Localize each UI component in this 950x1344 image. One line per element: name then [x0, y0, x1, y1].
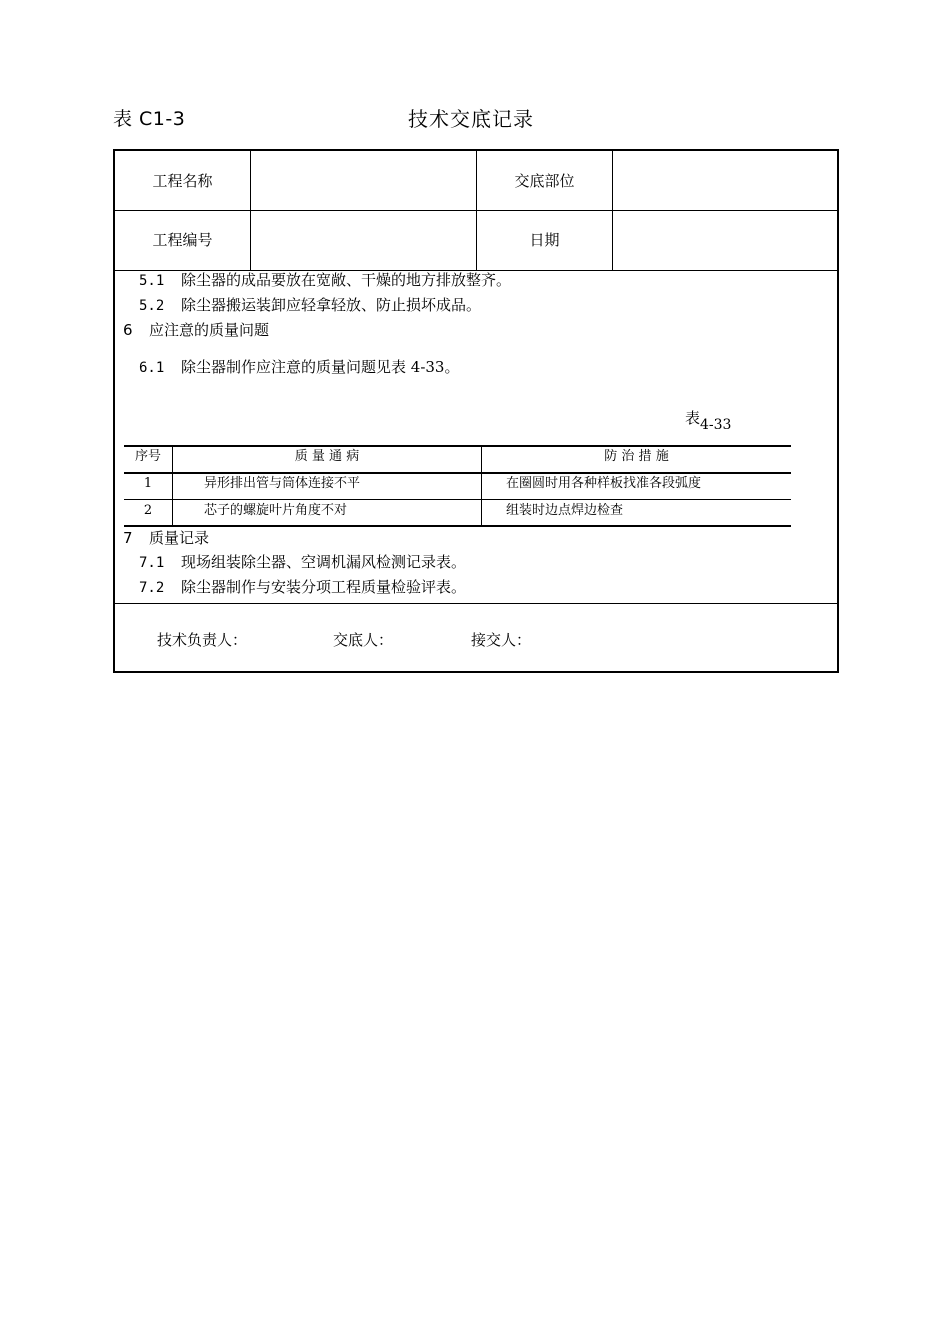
section-title: 质量记录 — [149, 529, 210, 547]
date-label: 日期 — [529, 231, 560, 249]
item-text: 现场组装除尘器、空调机漏风检测记录表。 — [181, 553, 467, 571]
table-header-index: 序号 — [134, 449, 161, 464]
item-number: 5.1 — [139, 273, 165, 289]
table-cell-measure: 组装时边点焊边检查 — [506, 503, 624, 518]
table-cell-measure: 在圈圆时用各种样板找准各段弧度 — [506, 476, 702, 491]
section-7-heading — [123, 528, 209, 548]
project-name-label: 工程名称 — [152, 172, 213, 190]
part-label: 交底部位 — [514, 172, 575, 190]
item-number: 7.1 — [139, 555, 165, 571]
disclosure-form — [113, 149, 839, 673]
table-header-issue: 质 量 通 病 — [294, 449, 360, 464]
table-bottom-rule — [124, 525, 791, 527]
item-number: 7.2 — [139, 580, 165, 596]
section-title: 应注意的质量问题 — [149, 321, 270, 339]
item-7-2 — [139, 577, 466, 598]
receiver-label: 接交人： — [471, 631, 532, 649]
table-header-rule — [124, 472, 791, 474]
form-code: 表 C1-3 — [113, 108, 186, 130]
item-5-1 — [139, 270, 511, 291]
signature-divider — [115, 603, 837, 604]
item-6-1 — [139, 357, 459, 378]
table-header-measure: 防 治 措 施 — [604, 449, 669, 464]
item-text: 除尘器的成品要放在宽敞、干燥的地方排放整齐。 — [181, 271, 512, 289]
section-number: 6 — [123, 321, 133, 339]
column-divider — [612, 151, 613, 270]
item-text: 除尘器搬运装卸应轻拿轻放、防止损坏成品。 — [181, 296, 482, 314]
item-number: 5.2 — [139, 298, 165, 314]
table-caption-prefix: 表 — [685, 409, 701, 427]
table-caption — [685, 407, 732, 433]
table-cell-issue: 异形排出管与筒体连接不平 — [204, 476, 361, 491]
item-text: 除尘器制作应注意的质量问题见表 4-33。 — [181, 358, 460, 376]
item-5-2 — [139, 295, 481, 316]
table-caption-number: 4-33 — [700, 417, 732, 433]
quality-issues-table — [124, 445, 791, 527]
project-no-label: 工程编号 — [152, 231, 213, 249]
table-cell-issue: 芯子的螺旋叶片角度不对 — [204, 503, 348, 518]
table-cell-index: 2 — [143, 503, 153, 518]
table-cell-index: 1 — [143, 476, 153, 491]
item-number: 6.1 — [139, 360, 165, 376]
table-top-rule — [124, 445, 791, 447]
table-row-rule — [124, 499, 791, 500]
column-divider — [250, 151, 251, 270]
discloser-label: 交底人： — [333, 631, 394, 649]
section-6-heading — [123, 320, 269, 340]
tech-lead-label: 技术负责人： — [157, 631, 248, 649]
item-7-1 — [139, 552, 466, 573]
item-text: 除尘器制作与安装分项工程质量检验评表。 — [181, 578, 467, 596]
form-title: 技术交底记录 — [408, 107, 534, 131]
column-divider — [476, 151, 477, 270]
section-number: 7 — [123, 529, 133, 547]
